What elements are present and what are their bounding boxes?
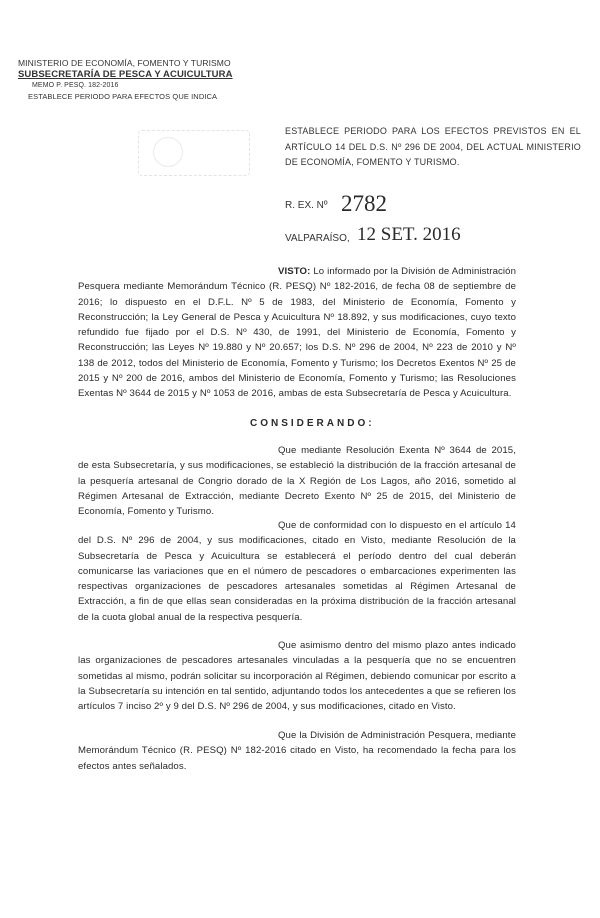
considerando-paragraph-1 — [78, 443, 516, 519]
considerando-paragraph-2 — [78, 518, 516, 625]
considerando-paragraph-3 — [78, 638, 516, 714]
memo-reference: MEMO P. PESQ. 182-2016 — [32, 82, 119, 89]
visto-label: VISTO: — [278, 266, 311, 277]
paragraph-text: Que de conformidad con lo dispuesto en el artículo 14 del D.S. Nº 296 de 2004, y sus modificaciones, citado en Visto, mediante Resolución de la Subsecretaría de Pesca y Acuicultura se establecerá el período dentro del cual deberán comunicarse las variaciones que en el número de pescadores o embarcaciones experimenten las respectivas organizaciones de pescadores artesanales sometidas al Régimen Artesanal de Extracción, a fin de que ellas sean consideradas en la próxima distribución de la fracción artesanal de la cuota global anual de la respectiva pesquería. — [78, 520, 516, 623]
faded-stamp — [138, 130, 250, 176]
resolution-number-line — [285, 191, 387, 216]
letterhead — [18, 58, 233, 102]
ministry-name: MINISTERIO DE ECONOMÍA, FOMENTO Y TURISMO — [18, 58, 231, 68]
considerando-paragraph-4 — [78, 728, 516, 774]
resolution-number: 2782 — [341, 191, 387, 216]
visto-section — [78, 264, 516, 402]
paragraph-text: Que asimismo dentro del mismo plazo antes indicado las organizaciones de pescadores artesanales vinculadas a la pesquería que no se encuentren sometidas al mismo, podrán solicitar su incorporación al Régimen, debiendo comunicar por escrito a la Subsecretaría su intención en tal sentido, adjuntando todos los antecedentes a que se refieren los artículos 7 inciso 2º y 9 del D.S. Nº 296 de 2004, y sus modificaciones, citado en Visto. — [78, 640, 516, 713]
place-label: VALPARAÍSO, — [285, 233, 350, 244]
paragraph-text: Que mediante Resolución Exenta Nº 3644 de 2015, de esta Subsecretaría, y sus modificaciones, se estableció la distribución de la fracción artesanal de la pesquería artesanal de Congrio dorado de la X Región de Los Lagos, año 2016, sometido al Régimen Artesanal de Extracción, mediante Decreto Exento Nº 25 de 2015, del Ministerio de Economía, Fomento y Turismo. — [78, 445, 516, 518]
resolution-label: R. EX. Nº — [285, 200, 328, 211]
visto-text: Lo informado por la División de Administración Pesquera mediante Memorándum Técnico (R. PESQ) Nº 182-2016, de fecha 08 de septiembre de 2016; lo dispuesto en el D.F.L. Nº 5 de 1983, del Ministerio de Economía, Fomento y Reconstrucción; la Ley General de Pesca y Acuicultura Nº 18.892, y sus modificaciones, cuyo texto refundido fue fijado por el D.S. Nº 430, de 1991, del Ministerio de Economía, Fomento y Reconstrucción; las Leyes Nº 19.880 y Nº 20.657; los D.S. Nº 296 de 2004, Nº 223 de 2010 y Nº 138 de 2012, todos del Ministerio de Economía, Fomento y Turismo; los Decretos Exentos Nº 25 de 2015 y Nº 200 de 2016, ambos del Ministerio de Economía, Fomento y Turismo; las Resoluciones Exentas Nº 3644 de 2015 y Nº 1053 de 2016, ambas de esta Subsecretaría de Pesca y Acuicultura. — [78, 266, 517, 400]
subsecretaria-name: SUBSECRETARÍA DE PESCA Y ACUICULTURA — [18, 69, 233, 80]
resolution-summary: ESTABLECE PERIODO PARA LOS EFECTOS PREVISTOS EN EL ARTÍCULO 14 DEL D.S. Nº 296 DE 2004, DEL ACTUAL MINISTERIO DE ECONOMÍA, FOMENTO Y TURISMO. — [285, 126, 581, 167]
considerando-label: CONSIDERANDO: — [250, 418, 375, 429]
resolution-date: 12 SET. 2016 — [357, 224, 461, 245]
document-topic: ESTABLECE PERIODO PARA EFECTOS QUE INDICA — [28, 92, 218, 101]
paragraph-text: Que la División de Administración Pesquera, mediante Memorándum Técnico (R. PESQ) Nº 182-2016 citado en Visto, ha recomendado la fecha para los efectos antes señalados. — [78, 730, 516, 772]
place-date-line — [285, 224, 461, 245]
